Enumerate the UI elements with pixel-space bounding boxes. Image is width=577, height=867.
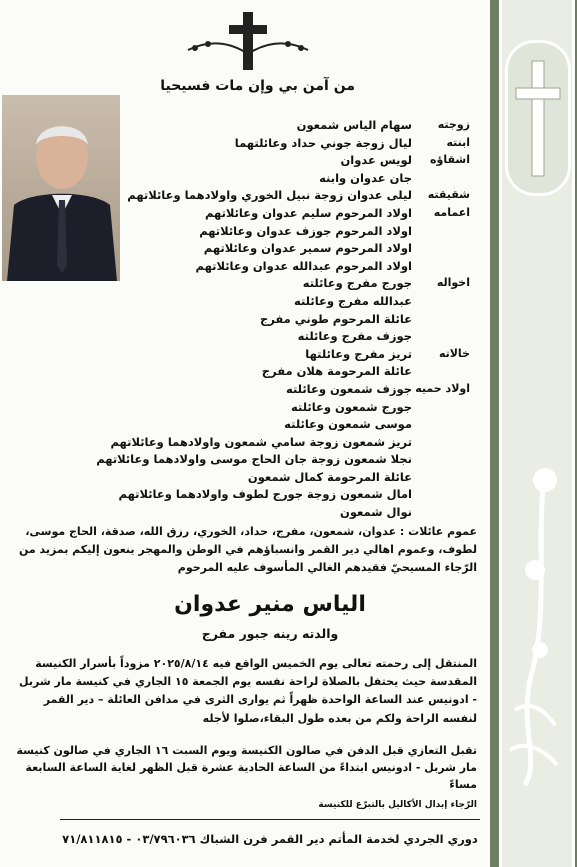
relative-row: نوال شمعون (340, 505, 412, 520)
families-announcement: عموم عائلات : عدوان، شمعون، مفرج، حداد، الخوري، رزق الله، صدقة، الحاج موسى، لطوف، وعموم اهالي دير القمر وانسباؤهم في الوطن والمهجر ينعون إليكم بمزيد من الرّجاء المسيحيّ فقيدهم الغالي المأسوف عليه المرحوم (18, 525, 477, 574)
relative-row: زوجته سهام الياس شمعون (296, 118, 470, 132)
large-cross-icon (508, 43, 568, 193)
relative-row: اولاد حميه جوزف شمعون وعائلته (285, 381, 470, 396)
mother-name: والدته رينه جبور مفرج (201, 626, 339, 641)
relative-row: عبدالله مفرج وعائلته (294, 293, 412, 308)
relative-row: خالاته تريز مفرج وعائلتها (305, 346, 470, 361)
relative-row: اعمامه اولاد المرحوم سليم عدوان وعائلاتهم (204, 205, 470, 220)
motto-heading: من آمن بي وإن مات فسيحيا (160, 78, 355, 94)
relative-row: موسى شمعون وعائلته (284, 417, 412, 432)
relative-row: عائلة المرحومة كمال شمعون (247, 469, 412, 484)
cross-ornament-icon (183, 10, 313, 75)
floral-ornament-icon (505, 460, 565, 790)
cross-panel (505, 40, 571, 196)
relative-row: اشقاؤه لويس عدوان (340, 153, 470, 168)
relative-row: جوزف مفرج وعائلته (297, 329, 412, 344)
relative-row: عائلة المرحوم طوني مفرج (259, 311, 412, 326)
relatives-list (96, 118, 470, 523)
relative-row: امال شمعون زوجة جورج لطوف واولادهما وعائلاتهم (118, 487, 412, 502)
relative-row: جورج شمعون وعائلته (291, 399, 412, 414)
relative-row: اخواله جورج مفرج وعائلته (302, 276, 470, 291)
relative-row: عائلة المرحومة هلان مفرج (261, 364, 412, 379)
funeral-details: المنتقل إلى رحمته تعالى يوم الخميس الواقع فيه ٢٠٢٥/٨/١٤ مزوداً بأسرار الكنيسة المقدسة حيث يحتفل بالصلاة لراحة نفسه يوم الجمعة ١٥ الجاري في كنيسة مار شربل - ادونيس عند الساعة الواحدة ظهراً ثم يوارى الثرى في مدافن العائلة – دير القمر (19, 657, 477, 706)
deceased-name: الياس منير عدوان (174, 592, 366, 617)
deceased-photo (2, 95, 120, 281)
footer-divider (60, 819, 480, 820)
condolences-details: تقبل التعازي قبل الدفن في صالون الكنيسة ويوم السبت ١٦ الجاري في صالون كنيسة مار شربل - ادونيس ابتداءً من الساعة الحادية عشرة قبل الظهر لغاية الساعة السابعة مساءً (16, 744, 477, 791)
funeral-service-footer: دوري الجردي لخدمة المأتم دير القمر فرن الشباك ٠٣/٧٩٦٠٣٦ - ٧١/٨١١٨١٥ (62, 832, 478, 846)
relative-row: اولاد المرحوم سمير عدوان وعائلاتهم (203, 241, 412, 256)
donation-note: الرّجاء إبدال الأكاليل بالتبرّع للكنيسة (318, 800, 477, 810)
relative-row: جان عدوان وابنه (319, 170, 412, 185)
prayer-line: لنفسه الراحة ولكم من بعده طول البقاء،صلوا لأجله (202, 712, 477, 725)
relative-row: نجلا شمعون زوجة جان الحاج موسى واولادهما وعائلاتهم (96, 452, 412, 467)
relative-row: ابنته ليال زوجة جوني حداد وعائلتهما (234, 135, 470, 150)
relative-row: تريز شمعون زوجة سامي شمعون واولادهما وعائلاتهم (110, 434, 412, 449)
relative-row: اولاد المرحوم عبدالله عدوان وعائلاتهم (195, 258, 412, 273)
relative-row: شقيقته ليلى عدوان زوجة نبيل الخوري واولادهما وعائلاتهم (127, 188, 470, 203)
relative-row: اولاد المرحوم جوزف عدوان وعائلاتهم (199, 223, 412, 238)
